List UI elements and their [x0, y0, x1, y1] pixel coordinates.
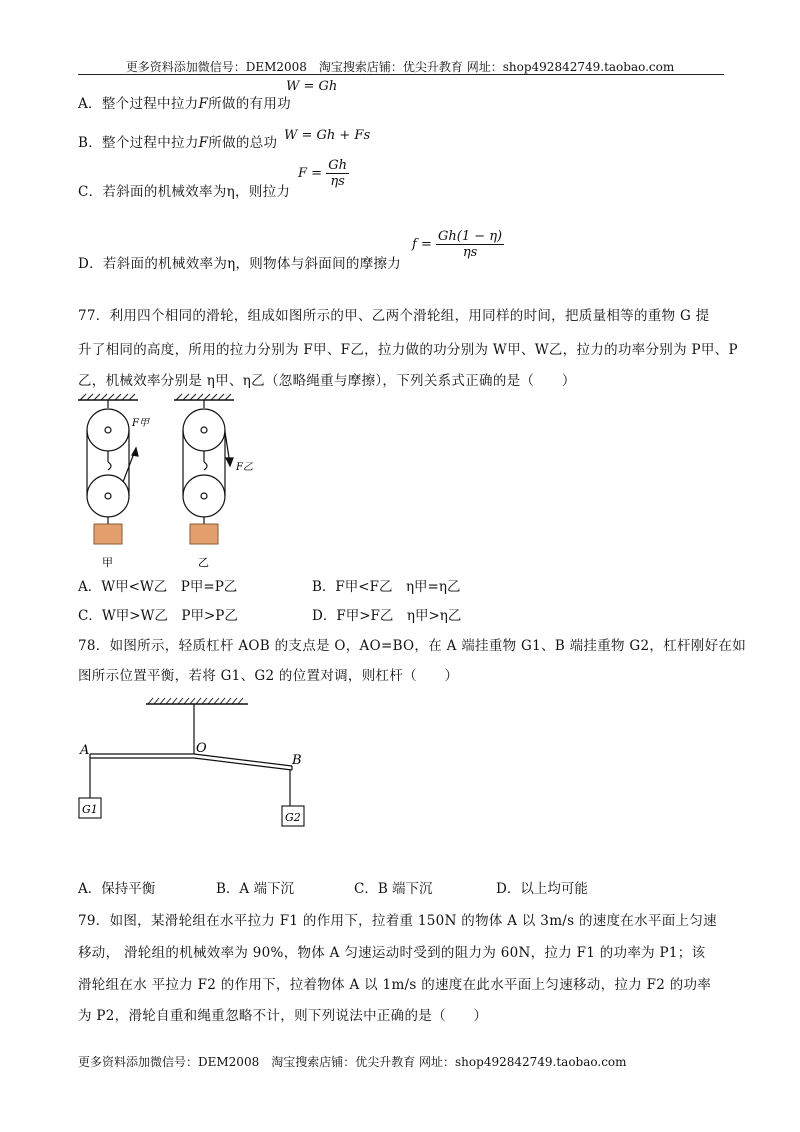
- lever-ceiling: [146, 698, 248, 704]
- q76-option-d: D．若斜面的机械效率为η，则物体与斜面间的摩擦力: [78, 256, 402, 272]
- q78-stem-line2: 图所示位置平衡，若将 G1、G2 的位置对调，则杠杆（ ）: [78, 668, 459, 684]
- q77-option-c: C．W甲>W乙 P甲>P乙: [78, 608, 238, 624]
- q78-option-d: D．以上均可能: [496, 881, 588, 897]
- q76-d-lhs: f =: [412, 237, 432, 252]
- q78-stem-line1: 78．如图所示，轻质杠杆 AOB 的支点是 O，AO=BO，在 A 端挂重物 G1、B 端挂重物 G2，杠杆刚好在如: [78, 638, 746, 654]
- q76-a-formula: W = Gh: [286, 79, 338, 94]
- q76-b-formula: W = Gh + Fs: [284, 128, 371, 143]
- label-o: O: [196, 741, 207, 756]
- q76-option-c: C．若斜面的机械效率为η，则拉力: [78, 184, 291, 200]
- label-g2: G2: [285, 811, 301, 824]
- left-force-label: F甲: [132, 418, 149, 429]
- left-caption: 甲: [102, 556, 113, 569]
- q79-stem-line2: 移动， 滑轮组的机械效率为 90%，物体 A 匀速运动时受到的阻力为 60N，拉力 F1 的功率为 P1；该: [78, 945, 706, 961]
- left-pulley-system: [87, 400, 138, 524]
- right-caption: 乙: [198, 556, 209, 569]
- q78-option-b: B．A 端下沉: [216, 881, 294, 897]
- q76-b-tail: 所做的总功: [208, 135, 278, 151]
- lever-body: [90, 704, 292, 806]
- q76-c-fraction: [326, 158, 349, 189]
- q76-b-var: F: [198, 135, 209, 151]
- q76-d-formula: [412, 229, 504, 260]
- right-pulley-system: [183, 400, 233, 524]
- label-g1: G1: [82, 803, 98, 816]
- q77-stem-line2: 升了相同的高度，所用的拉力分别为 F甲、F乙，拉力做的功分别为 W甲、W乙，拉力的功率分别为 P甲、P: [78, 342, 738, 358]
- left-ceiling: [78, 394, 138, 400]
- q79-stem-line4: 为 P2，滑轮自重和绳重忽略不计，则下列说法中正确的是（ ）: [78, 1008, 488, 1024]
- q76-c-numerator: Gh: [328, 158, 347, 173]
- right-ceiling: [174, 394, 234, 400]
- q77-pulley-figure: [70, 392, 270, 572]
- q78-lever-figure: [70, 692, 330, 842]
- q77-stem-line3: 乙，机械效率分别是 η甲、η乙（忽略绳重与摩擦），下列关系式正确的是（ ）: [78, 373, 576, 389]
- right-weight-block: [190, 524, 218, 544]
- q76-option-a: [78, 92, 291, 112]
- q76-d-numerator: Gh(1 − η): [437, 229, 503, 244]
- q79-stem-line1: 79．如图，某滑轮组在水平拉力 F1 的作用下，拉着重 150N 的物体 A 以 3m/s 的速度在水平面上匀速: [78, 913, 717, 929]
- q77-option-d: D．F甲>F乙 η甲>η乙: [312, 608, 462, 624]
- q76-d-fraction: [436, 229, 504, 260]
- q77-option-a: A．W甲<W乙 P甲=P乙: [78, 579, 238, 595]
- q76-c-lhs: F =: [298, 166, 323, 181]
- q76-b-label: B．整个过程中拉力: [78, 135, 199, 151]
- q78-option-a: A．保持平衡: [78, 881, 156, 897]
- page-header: 更多资料添加微信号：DEM2008 淘宝搜索店铺：优尖升教育 网址：shop492842749.taobao.com: [125, 60, 675, 74]
- page-footer: 更多资料添加微信号：DEM2008 淘宝搜索店铺：优尖升教育 网址：shop492842749.taobao.com: [78, 1055, 627, 1069]
- label-a: A: [80, 743, 90, 758]
- header-rule: [78, 74, 724, 75]
- right-force-label: F乙: [236, 462, 253, 473]
- q77-stem-line1: 77．利用四个相同的滑轮，组成如图所示的甲、乙两个滑轮组，用同样的时间，把质量相等的重物 G 提: [78, 308, 710, 324]
- q76-option-b: [78, 131, 277, 151]
- left-weight-block: [94, 524, 122, 544]
- q76-d-denominator: ηs: [462, 245, 478, 260]
- q78-option-c: C．B 端下沉: [354, 881, 433, 897]
- q76-c-denominator: ηs: [330, 174, 345, 189]
- q79-stem-line3: 滑轮组在水 平拉力 F2 的作用下，拉着物体 A 以 1m/s 的速度在此水平面上匀速移动，拉力 F2 的功率: [78, 977, 712, 993]
- q76-a-label: A．整个过程中拉力: [78, 96, 199, 112]
- label-b: B: [292, 753, 302, 768]
- q76-a-tail: 所做的有用功: [208, 96, 291, 112]
- q76-a-var: F: [198, 96, 209, 112]
- q77-option-b: B．F甲<F乙 η甲=η乙: [312, 579, 461, 595]
- q76-c-formula: [298, 158, 349, 189]
